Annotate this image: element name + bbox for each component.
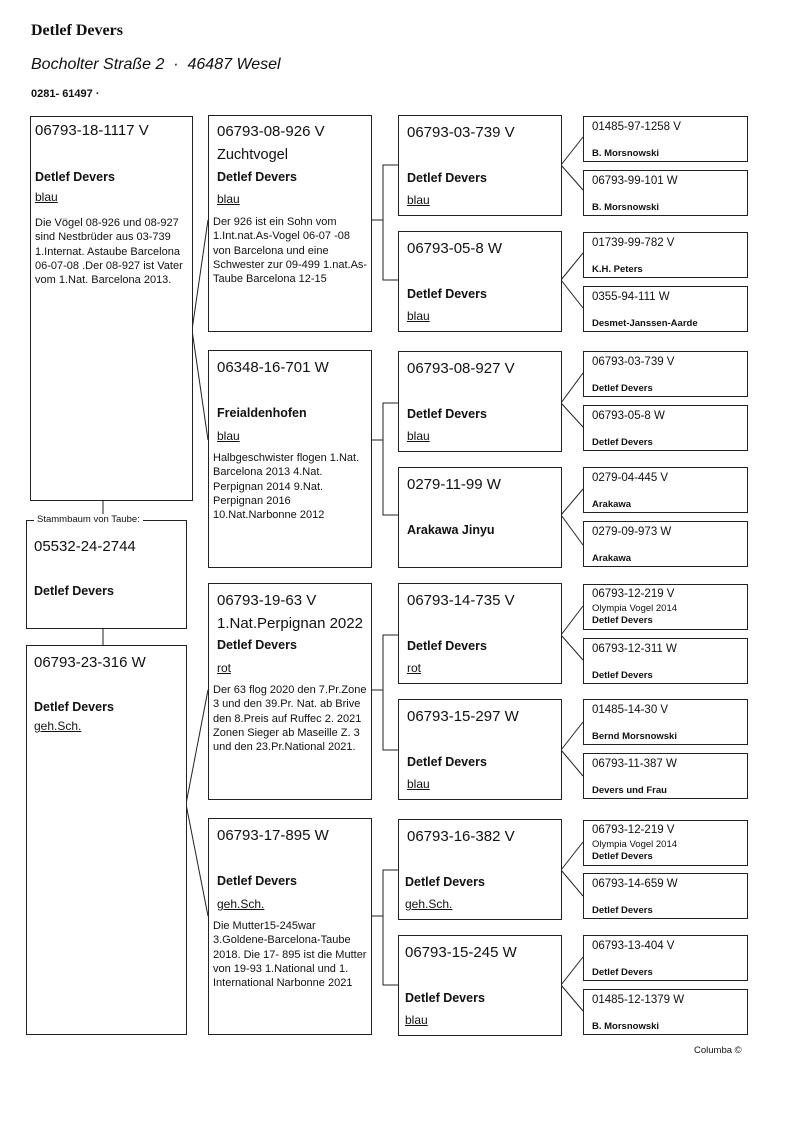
- grandparent-card-1: [398, 115, 562, 216]
- great-grandparent-card-12: [583, 753, 748, 799]
- breeder-name: Arakawa: [592, 553, 632, 564]
- breeder-name: Detlef Devers: [592, 851, 653, 862]
- ring-number: 06793-08-926 V: [217, 123, 325, 140]
- pigeon-color: blau: [407, 429, 430, 443]
- ring-number: 0279-04-445 V: [592, 472, 669, 484]
- parent-card-3: [208, 583, 372, 800]
- great-grandparent-card-8: [583, 521, 748, 567]
- breeder-name: Detlef Devers: [592, 967, 653, 978]
- owner-phone: 0281- 61497 ·: [31, 88, 100, 100]
- pigeon-title: Zuchtvogel: [217, 147, 288, 163]
- grandparent-card-2: [398, 231, 562, 332]
- grandparent-card-4: [398, 467, 562, 568]
- ring-number: 06793-03-739 V: [407, 124, 515, 141]
- breeder-name: Detlef Devers: [592, 670, 653, 681]
- breeder-name: Detlef Devers: [407, 287, 487, 301]
- breeder-name: Detlef Devers: [405, 875, 485, 889]
- great-grandparent-card-11: [583, 699, 748, 745]
- stammbaum-label: Stammbaum von Taube:: [34, 514, 143, 525]
- parent-card-1: [208, 115, 372, 332]
- ring-number: 01485-97-1258 V: [592, 121, 681, 133]
- breeder-name: Desmet-Janssen-Aarde: [592, 318, 698, 329]
- ring-number: 06793-14-735 V: [407, 592, 515, 609]
- ring-number: 06793-14-659 W: [592, 878, 678, 890]
- ring-number: 06793-12-219 V: [592, 588, 675, 600]
- breeder-name: Detlef Devers: [592, 905, 653, 916]
- pigeon-color: rot: [407, 661, 422, 675]
- breeder-name: Detlef Devers: [407, 407, 487, 421]
- ring-number: 06793-18-1117 V: [35, 122, 149, 139]
- breeder-name: Detlef Devers: [407, 755, 487, 769]
- ring-number: 0279-09-973 W: [592, 526, 672, 538]
- owner-name: Detlef Devers: [31, 22, 123, 39]
- ring-number: 06793-16-382 V: [407, 828, 515, 845]
- ring-number: 06793-15-297 W: [407, 708, 519, 725]
- ring-number: 01485-12-1379 W: [592, 994, 685, 1006]
- great-grandparent-card-3: [583, 232, 748, 278]
- pigeon-title: 1.Nat.Perpignan 2022: [217, 615, 363, 632]
- ring-number: 0355-94-111 W: [592, 291, 670, 303]
- ring-number: 06793-03-739 V: [592, 356, 675, 368]
- breeder-name: B. Morsnowski: [592, 202, 660, 213]
- pigeon-color: blau: [35, 190, 58, 204]
- pigeon-color: geh.Sch.: [405, 897, 453, 911]
- ring-number: 01739-99-782 V: [592, 237, 675, 249]
- pigeon-note: Die Mutter15-245war 3.Goldene-Barcelona-Taube 2018. Die 17- 895 ist die Mutter von 19-93 1.National und 1. International Narbonne 2021: [213, 920, 367, 990]
- second-pigeon-card: [26, 645, 187, 1035]
- pigeon-color: blau: [405, 1013, 428, 1027]
- breeder-name: Bernd Morsnowski: [592, 731, 677, 742]
- breeder-name: Detlef Devers: [217, 638, 297, 652]
- parent-card-4: [208, 818, 372, 1035]
- great-grandparent-card-9: [583, 584, 748, 630]
- ring-number: 06793-19-63 V: [217, 592, 317, 609]
- great-grandparent-card-13: [583, 820, 748, 866]
- ring-number: 01485-14-30 V: [592, 704, 669, 716]
- ring-number: 06793-15-245 W: [405, 944, 517, 961]
- breeder-name: Freialdenhofen: [217, 406, 307, 420]
- great-grandparent-card-7: [583, 467, 748, 513]
- pigeon-color: geh.Sch.: [34, 719, 82, 733]
- pigeon-note: Olympia Vogel 2014: [592, 839, 678, 850]
- breeder-name: Detlef Devers: [407, 639, 487, 653]
- subject-pigeon-card: [30, 116, 193, 501]
- breeder-name: Detlef Devers: [592, 437, 653, 448]
- ring-number: 06793-08-927 V: [407, 360, 515, 377]
- great-grandparent-card-15: [583, 935, 748, 981]
- great-grandparent-card-14: [583, 873, 748, 919]
- pigeon-note: Der 63 flog 2020 den 7.Pr.Zone 3 und den 39.Pr. Nat. ab Brive den 8.Preis auf Ruffec 2. 2021 Zonen Sieger ab Maseille Z. 3 und den 23.Pr.National 2021.: [213, 684, 367, 754]
- ring-number: 06793-12-219 V: [592, 824, 675, 836]
- pigeon-color: blau: [217, 192, 240, 206]
- ring-number: 05532-24-2744: [34, 538, 136, 555]
- breeder-name: B. Morsnowski: [592, 148, 660, 159]
- breeder-name: Detlef Devers: [592, 383, 653, 394]
- pigeon-color: blau: [407, 309, 430, 323]
- pigeon-note: Olympia Vogel 2014: [592, 603, 678, 614]
- pigeon-note: Die Vögel 08-926 und 08-927 sind Nestbrüder aus 03-739 1.Internat. Astaube Barcelona 06-07-08 .Der 08-927 ist Vater vom 1.Nat. Barcelona 2013.: [35, 217, 183, 287]
- ring-number: 06793-13-404 V: [592, 940, 675, 952]
- grandparent-card-7: [398, 819, 562, 920]
- ring-number: 06793-05-8 W: [407, 240, 503, 257]
- breeder-name: Detlef Devers: [592, 615, 653, 626]
- breeder-name: Detlef Devers: [34, 700, 114, 714]
- ring-number: 06793-11-387 W: [592, 758, 677, 770]
- pigeon-color: blau: [407, 193, 430, 207]
- ring-number: 06793-05-8 W: [592, 410, 665, 422]
- great-grandparent-card-4: [583, 286, 748, 332]
- stammbaum-card: [26, 520, 187, 629]
- breeder-name: Detlef Devers: [407, 171, 487, 185]
- grandparent-card-3: [398, 351, 562, 452]
- pigeon-color: blau: [217, 429, 240, 443]
- breeder-name: Arakawa: [592, 499, 632, 510]
- great-grandparent-card-10: [583, 638, 748, 684]
- breeder-name: K.H. Peters: [592, 264, 643, 275]
- ring-number: 06793-12-311 W: [592, 643, 677, 655]
- ring-number: 06793-99-101 W: [592, 175, 678, 187]
- great-grandparent-card-6: [583, 405, 748, 451]
- owner-address: Bocholter Straße 2 · 46487 Wesel: [31, 56, 281, 73]
- breeder-name: Arakawa Jinyu: [407, 523, 495, 537]
- pigeon-color: blau: [407, 777, 430, 791]
- breeder-name: Detlef Devers: [405, 991, 485, 1005]
- breeder-name: Devers und Frau: [592, 785, 667, 796]
- great-grandparent-card-1: [583, 116, 748, 162]
- pigeon-color: rot: [217, 661, 232, 675]
- pigeon-note: Der 926 ist ein Sohn vom 1.Int.nat.As-Vogel 06-07 -08 von Barcelona und eine Schwester zur 09-499 1.nat.As-Taube Barcelona 12-15: [213, 216, 368, 286]
- grandparent-card-5: [398, 583, 562, 684]
- great-grandparent-card-2: [583, 170, 748, 216]
- ring-number: 06793-23-316 W: [34, 654, 146, 671]
- grandparent-card-8: [398, 935, 562, 1036]
- breeder-name: Detlef Devers: [217, 874, 297, 888]
- ring-number: 0279-11-99 W: [407, 476, 501, 493]
- footer-credit: Columba ©: [694, 1045, 742, 1056]
- ring-number: 06793-17-895 W: [217, 827, 329, 844]
- breeder-name: Detlef Devers: [217, 170, 297, 184]
- breeder-name: Detlef Devers: [34, 584, 114, 598]
- great-grandparent-card-16: [583, 989, 748, 1035]
- pigeon-color: geh.Sch.: [217, 897, 265, 911]
- great-grandparent-card-5: [583, 351, 748, 397]
- parent-card-2: [208, 350, 372, 568]
- grandparent-card-6: [398, 699, 562, 800]
- breeder-name: B. Morsnowski: [592, 1021, 660, 1032]
- pigeon-note: Halbgeschwister flogen 1.Nat. Barcelona 2013 4.Nat. Perpignan 2014 9.Nat. Perpignan 2016 10.Nat.Narbonne 2012: [213, 452, 360, 522]
- breeder-name: Detlef Devers: [35, 170, 115, 184]
- ring-number: 06348-16-701 W: [217, 359, 329, 376]
